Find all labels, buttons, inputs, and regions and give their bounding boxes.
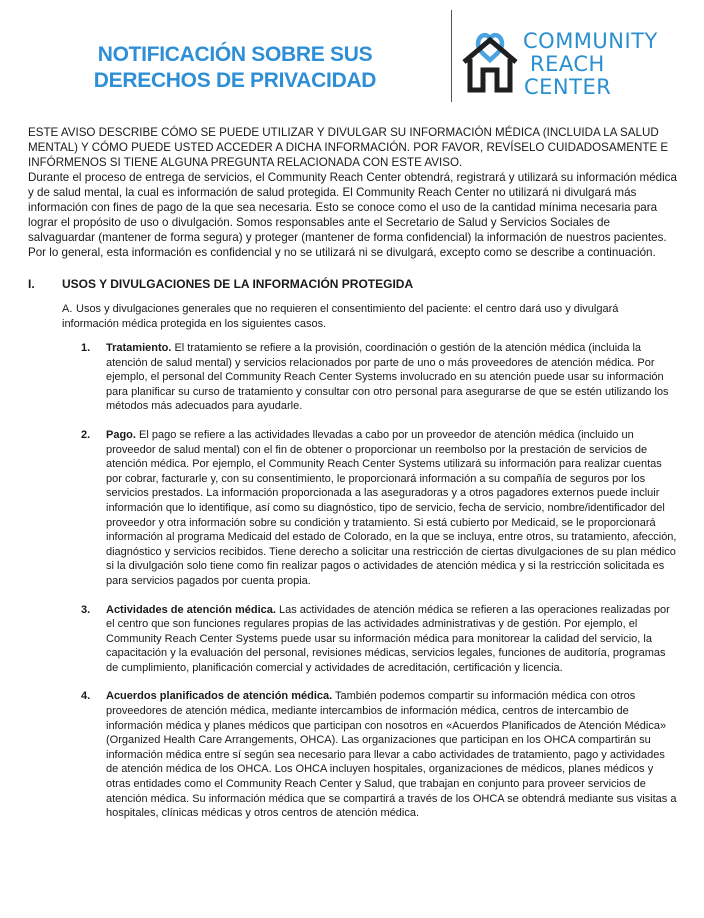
section-title: USOS Y DIVULGACIONES DE LA INFORMACIÓN PROTEGIDA — [62, 277, 414, 291]
list-item-operations — [81, 603, 678, 676]
item-text: También podemos compartir su información médica con otros proveedores de atención médica, mediante intercambios de información médica, centros de intercambio de información médica y planes médicos que participan con nosotros en «Acuerdos Planificados de Atención Médica» (Organized Health Care Arrangements, OHCA). Las organizaciones que participan en los OHCA compartirán su información médica entre sí según sea necesario para llevar a cabo actividades de tratamiento, pago y actividades de atención médica de los OHCA. Los OHCA incluyen hospitales, organizaciones de médicos, planes médicos y otras entidades como el Community Reach Center y Salud, que trabajan en conjunto para proveer servicios de atención médica. Su información médica que se compartirá a través de los OHCA se obtendrá mediante sus visitas a hospitales, clínicas médicas y otros centros de atención médica. — [106, 690, 677, 820]
item-title: Acuerdos planificados de atención médica. — [106, 690, 333, 703]
list-item-treatment — [81, 341, 678, 414]
document-body — [28, 125, 678, 835]
item-number: 3. — [81, 603, 91, 616]
subsection-text: Usos y divulgaciones generales que no requieren el consentimiento del paciente: el centro dará uso y divulgará información médica protegida en los siguientes casos. — [62, 303, 619, 330]
intro-paragraph: Durante el proceso de entrega de servicios, el Community Reach Center obtendrá, registrará y utilizará su información médica y de salud mental, la cual es información de salud protegida. El Community Reach Center no utilizará ni divulgará más información con fines de pago de la que sea necesaria. Esto se conoce como el uso de la cantidad mínima necesaria para lograr el propósito de uso o divulgación. Somos responsables ante el Secretario de Salud y Servicios Sociales de salvaguardar (mantener de forma segura) y proteger (mantener de forma confidencial) la información de nuestros pacientes. Por lo general, esta información es confidencial y no se utilizará ni se divulgará, excepto como se describe a continuación. — [28, 171, 677, 259]
subsection-a — [62, 302, 678, 331]
item-number: 2. — [81, 428, 91, 441]
item-number: 1. — [81, 342, 91, 354]
section-heading — [28, 277, 678, 292]
logo-wordmark — [523, 30, 658, 99]
document-header — [0, 0, 704, 115]
logo-line-1: COMMUNITY — [523, 29, 658, 53]
item-text: El tratamiento se refiere a la provisión, coordinación o gestión de la atención médica (incluida la atención de salud mental) y servicios relacionados por parte de uno o más proveedores de atención médica. Por ejemplo, el personal del Community Reach Center Systems involucrado en su atención puede usar su información para planificar su curso de tratamiento y consultar con otro personal para asegurarse de que se estén utilizando los métodos más adecuados para ayudarle. — [106, 342, 669, 413]
list-item-ohca — [81, 689, 678, 820]
section-number: I. — [28, 277, 35, 291]
item-text: El pago se refiere a las actividades llevadas a cabo por un proveedor de atención médica (incluido un proveedor de salud mental) con el fin de obtener o proporcionar un reembolso por la prestación de servicios de atención médica. Por ejemplo, el Community Reach Center Systems utilizará su información para realizar cuentas por cobrar, facturarle y, con su consentimiento, le proporcionará información a su compañía de seguros por los servicios prestados. La información proporcionada a las aseguradoras y a otros pagadores externos puede incluir información que lo identifique, así como su diagnóstico, tipo de servicio, fecha de servicio, nombre/identificador del proveedor y otra información sobre su condición y tratamiento. Si está cubierto por Medicaid, se le proporcionará información al programa Medicaid del estado de Colorado, en la que se incluya, entre otros, su tratamiento, afección, diagnóstico y servicios recibidos. Tiene derecho a solicitar una restricción de ciertas divulgaciones de su plan médico si la divulgación solo tiene como fin realizar pagos o actividades de atención médica y si la restricción solicitada es para servicios pagados por cuenta propia. — [106, 428, 677, 587]
document-title — [70, 42, 400, 94]
title-line-2: DERECHOS DE PRIVACIDAD — [93, 69, 377, 92]
logo-line-3: CENTER — [524, 75, 612, 99]
notice-caps-paragraph: ESTE AVISO DESCRIBE CÓMO SE PUEDE UTILIZAR Y DIVULGAR SU INFORMACIÓN MÉDICA (INCLUIDA LA SALUD MENTAL) Y CÓMO PUEDE USTED ACCEDER A DICHA INFORMACIÓN. POR FAVOR, REVÍSELO CUIDADOSAMENTE E INFÓRMENOS SI TIENE ALGUNA PREGUNTA RELACIONADA CON ESTE AVISO. — [28, 126, 669, 169]
item-title: Tratamiento. — [106, 342, 172, 354]
title-line-1: NOTIFICACIÓN SOBRE SUS — [97, 43, 373, 66]
item-text: Las actividades de atención médica se refieren a las operaciones realizadas por el centro que son funciones regulares propias de las actividades administrativas y de gestión. Por ejemplo, el Community Reach Center Systems puede usar su información médica para monitorear la calidad del servicio, la capacitación y la evaluación del personal, revisiones médicas, servicios legales, funciones de auditoría, programas de cumplimiento, planificación comercial y actividades de acreditación, certificación y licencia. — [106, 603, 670, 674]
logo-line-2: REACH — [530, 52, 605, 76]
subsection-letter: A. — [62, 303, 73, 315]
item-number: 4. — [81, 690, 91, 703]
item-title: Pago. — [106, 428, 136, 441]
item-title: Actividades de atención médica. — [106, 603, 276, 616]
header-divider — [451, 10, 452, 102]
list-item-payment — [81, 428, 678, 589]
house-heart-logo-icon — [461, 26, 519, 94]
